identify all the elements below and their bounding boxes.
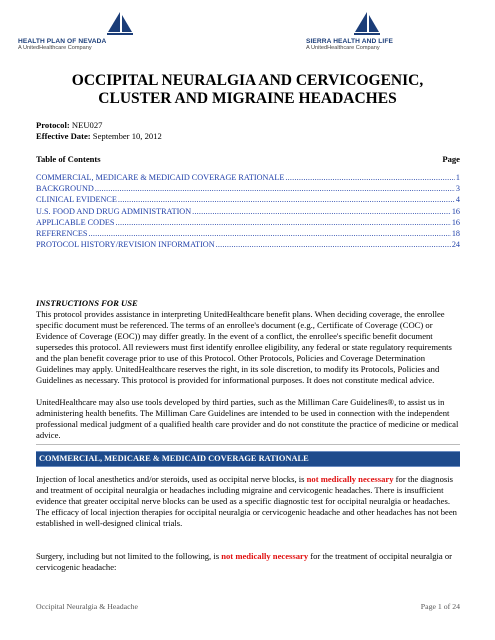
right-brand-name: SIERRA HEALTH AND LIFE <box>306 38 393 45</box>
toc-item-label: BACKGROUND <box>36 184 94 194</box>
coverage-p2-text-before: Surgery, including but not limited to the following, is <box>36 551 222 561</box>
toc-leader-dots <box>216 239 451 250</box>
coverage-p1-text-before: Injection of local anesthetics and/or steroids, used as occipital nerve blocks, is <box>36 474 307 484</box>
toc-link-coverage-rationale[interactable] <box>36 172 460 183</box>
toc-item-label: REFERENCES <box>36 228 88 238</box>
toc-link-protocol-history[interactable] <box>36 239 460 250</box>
toc-link-applicable-codes[interactable] <box>36 217 460 228</box>
footer-document-name: Occipital Neuralgia & Headache <box>36 602 138 611</box>
toc-item-label: U.S. FOOD AND DRUG ADMINISTRATION <box>36 206 192 216</box>
effective-date-value: September 10, 2012 <box>92 131 162 141</box>
toc-item-page: 24 <box>451 240 460 250</box>
toc-leader-dots <box>192 206 451 217</box>
title-line-1: OCCIPITAL NEURALGIA AND CERVICOGENIC, <box>71 72 424 89</box>
toc-leader-dots <box>118 194 455 205</box>
toc-title: Table of Contents <box>36 154 101 164</box>
section-title: COMMERCIAL, MEDICARE & MEDICAID COVERAGE RATIONALE <box>39 453 309 463</box>
toc-header <box>36 154 460 164</box>
toc-link-fda[interactable] <box>36 206 460 217</box>
toc-page-label: Page <box>442 154 460 164</box>
protocol-label: Protocol: <box>36 120 70 130</box>
toc-item-label: PROTOCOL HISTORY/REVISION INFORMATION <box>36 240 215 250</box>
effective-date-line <box>36 131 162 141</box>
footer-page-number: Page 1 of 24 <box>420 602 460 611</box>
toc-item-page: 16 <box>451 217 460 227</box>
toc-item-page: 4 <box>455 195 460 205</box>
left-brand-subtitle: A UnitedHealthcare Company <box>18 45 92 51</box>
toc-item-label: APPLICABLE CODES <box>36 217 115 227</box>
page-footer <box>36 602 460 611</box>
protocol-line <box>36 120 102 130</box>
toc-item-label: CLINICAL EVIDENCE <box>36 195 117 205</box>
sail-logo-icon <box>352 10 382 36</box>
not-medically-necessary-highlight: not medically necessary <box>306 474 394 484</box>
right-brand-subtitle: A UnitedHealthcare Company <box>306 45 380 51</box>
left-brand-name: HEALTH PLAN OF NEVADA <box>18 38 107 45</box>
coverage-paragraph-2 <box>36 551 460 573</box>
document-title <box>0 72 495 108</box>
toc-link-background[interactable] <box>36 183 460 194</box>
toc-item-label: COMMERCIAL, MEDICARE & MEDICAID COVERAGE RATIONALE <box>36 173 285 182</box>
instructions-paragraph-2: UnitedHealthcare may also use tools developed by third parties, such as the Milliman Care Guidelines®, to assist us in administering health benefits. The Milliman Care Guidelines are intended to be used in connection with the independent professional medical judgment of a qualified health care provider and do not constitute the practice of medicine or medical advice. <box>36 397 459 440</box>
toc-leader-dots <box>95 183 455 194</box>
coverage-paragraph-1 <box>36 474 460 529</box>
coverage-p2-text-after: for the treatment of occipital neuralgia or cervicogenic headache: <box>36 551 453 572</box>
coverage-p1-text-after: for the diagnosis and treatment of occipital neuralgia or headaches including migraine and cervicogenic headaches. There is insufficient evidence that greater occipital nerve blocks can be used as a specific diagnostic test for occipital neuralgia or headaches. The efficacy of local injection therapies for occipital neuralgia or cervicogenic headache and other headaches has not been established in well-designed clinical trials. <box>36 474 457 528</box>
health-plan-of-nevada-logo <box>18 10 135 51</box>
toc-leader-dots <box>285 172 455 183</box>
effective-date-label: Effective Date: <box>36 131 91 141</box>
toc-item-page: 1 <box>455 173 460 182</box>
toc-item-page: 16 <box>451 206 460 216</box>
sail-logo-icon <box>105 10 135 36</box>
toc-item-page: 3 <box>455 184 460 194</box>
instructions-title: INSTRUCTIONS FOR USE <box>36 298 138 308</box>
toc-leader-dots <box>88 228 450 239</box>
toc-item-page: 18 <box>451 228 460 238</box>
toc-link-clinical-evidence[interactable] <box>36 194 460 205</box>
table-of-contents <box>36 172 460 250</box>
instructions-paragraph-1: This protocol provides assistance in interpreting UnitedHealthcare benefit plans. When deciding coverage, the enrollee specific document must be referenced. The terms of an enrollee's document (e.g., Certificate of Coverage (COC) or Evidence of Coverage (EOC)) may differ greatly. In the event of a conflict, the enrollee's specific benefit document supersedes this protocol. All reviewers must first identify enrollee eligibility, any federal or state regulatory requirements and the plan benefit coverage prior to use of this Protocol. Other Protocols, Policies and Coverage Determination Guidelines may apply. UnitedHealthcare reserves the right, in its sole discretion, to modify its Protocols, Policies and Guidelines as necessary. This protocol is provided for informational purposes. It does not constitute medical advice. <box>36 309 452 385</box>
protocol-value: NEU027 <box>71 120 103 130</box>
not-medically-necessary-highlight: not medically necessary <box>221 551 309 561</box>
toc-leader-dots <box>115 217 450 228</box>
coverage-rationale-section-bar <box>36 451 460 467</box>
title-line-2: CLUSTER AND MIGRAINE HEADACHES <box>98 90 397 107</box>
section-divider <box>36 444 460 445</box>
toc-link-references[interactable] <box>36 228 460 239</box>
sierra-health-and-life-logo <box>306 10 393 51</box>
